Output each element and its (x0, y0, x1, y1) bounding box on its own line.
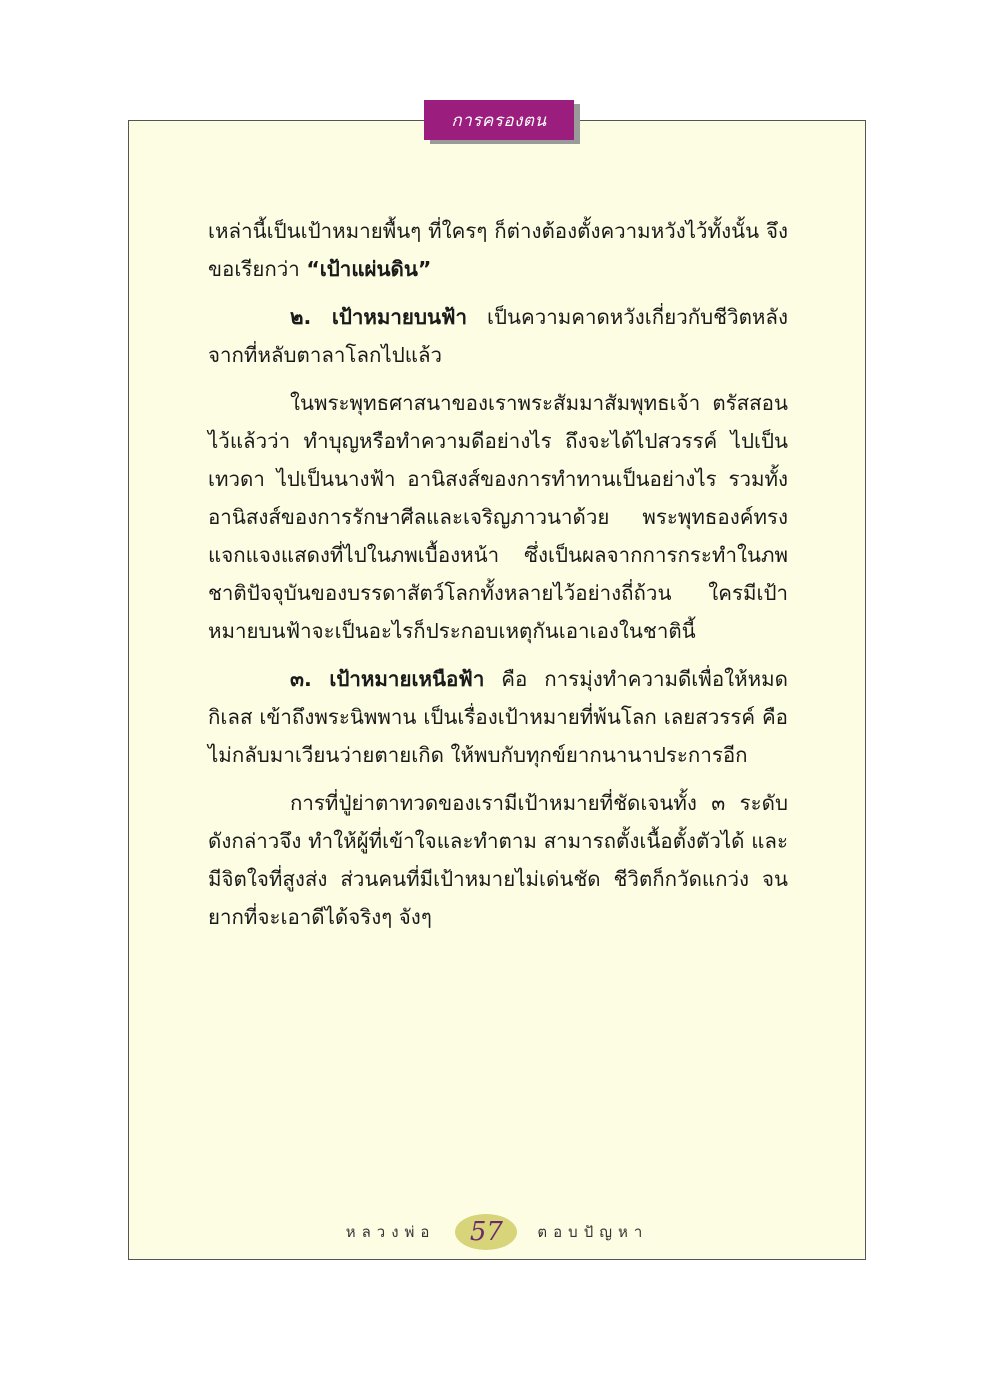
footer-book-title-right: ตอบปัญหา (537, 1223, 649, 1241)
paragraph-3 (208, 384, 788, 650)
paragraph-1-text: เหล่านี้เป็นเป้าหมายพื้นๆ ที่ใครๆ ก็ต่างต้องตั้งความหวังไว้ทั้งนั้น จึงขอเรียกว่า (208, 219, 788, 281)
paragraph-2 (208, 298, 788, 374)
paragraph-2-heading: ๒. เป้าหมายบนฟ้า (290, 305, 467, 329)
paragraph-5-text: การที่ปู่ย่าตาทวดของเรามีเป้าหมายที่ชัดเจนทั้ง ๓ ระดับ ดังกล่าวจึง ทำให้ผู้ที่เข้าใจและทำตาม สามารถตั้งเนื้อตั้งตัวได้ และมีจิตใจที่สูงส่ง ส่วนคนที่มีเป้าหมายไม่เด่นชัด ชีวิตก็กวัดแกว่ง จนยากที่จะเอาดีได้จริงๆ จังๆ (208, 791, 788, 929)
body-text (208, 212, 788, 946)
paragraph-3-text: ในพระพุทธศาสนาของเราพระสัมมาสัมพุทธเจ้า ตรัสสอนไว้แล้วว่า ทำบุญหรือทำความดีอย่างไร ถึงจะได้ไปสวรรค์ ไปเป็นเทวดา ไปเป็นนางฟ้า อานิสงส์ของการทำทานเป็นอย่างไร รวมทั้งอานิสงส์ของการรักษาศีลและเจริญภาวนาด้วย พระพุทธองค์ทรงแจกแจงแสดงที่ไปในภพเบื้องหน้า ซึ่งเป็นผลจากการกระทำในภพชาติปัจจุบันของบรรดาสัตว์โลกทั้งหลายไว้อย่างถี่ถ้วน ใครมีเป้าหมายบนฟ้าจะเป็นอะไรก็ประกอบเหตุกันเอาเองในชาตินี้ (208, 391, 788, 643)
page-footer (128, 1212, 866, 1252)
paragraph-5 (208, 784, 788, 936)
paragraph-1-bold: “เป้าแผ่นดิน” (306, 257, 432, 281)
section-title: การครองตน (451, 110, 547, 131)
paragraph-2-text: เป็นความคาดหวังเกี่ยวกับชีวิตหลังจากที่หลับตาลาโลกไปแล้ว (208, 305, 788, 367)
paragraph-4-text: คือ การมุ่งทำความดีเพื่อให้หมดกิเลส เข้าถึงพระนิพพาน เป็นเรื่องเป้าหมายที่พ้นโลก เลยสวรรค์ คือไม่กลับมาเวียนว่ายตายเกิด ให้พบกับทุกข์ยากนานาประการอีก (208, 667, 788, 767)
paragraph-4-heading: ๓. เป้าหมายเหนือฟ้า (290, 667, 485, 691)
page-number: 57 (469, 1217, 503, 1247)
paragraph-4 (208, 660, 788, 774)
page-number-badge (455, 1214, 517, 1250)
paragraph-1 (208, 212, 788, 288)
footer-book-title-left: หลวงพ่อ (345, 1223, 436, 1241)
section-title-tab (424, 100, 574, 140)
